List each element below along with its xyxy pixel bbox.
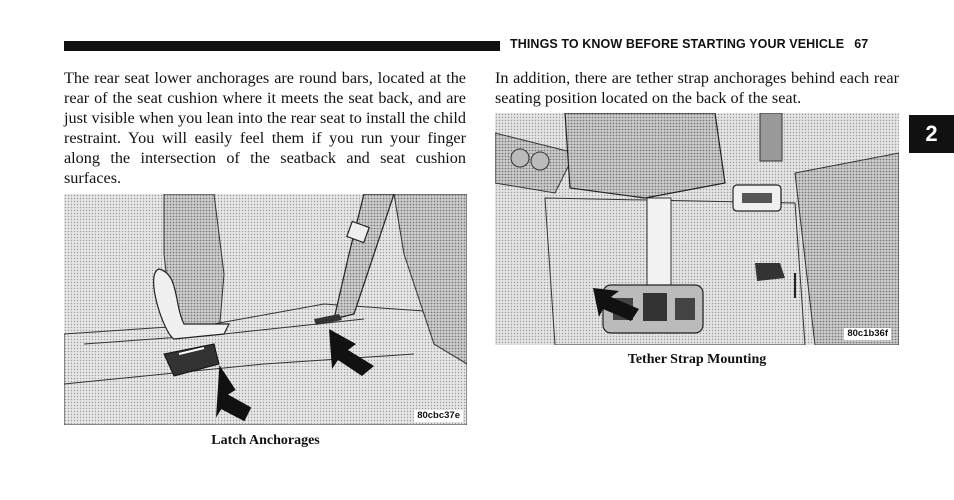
chapter-tab: 2 [909, 115, 954, 153]
tether-strap-illustration [495, 113, 899, 345]
tether-strap-figure [495, 113, 899, 345]
left-paragraph: The rear seat lower anchorages are round bars, located at the rear of the seat cushion where it meets the seat back, and are just visible when you lean into the rear seat to install the child restraint. You will easily feel them if you run your finger along the intersection of the seatback and seat cushion surfaces. [64, 69, 466, 187]
running-header [510, 37, 868, 51]
figure-caption-left: Latch Anchorages [211, 433, 320, 448]
page-number: 67 [854, 37, 869, 51]
section-title: THINGS TO KNOW BEFORE STARTING YOUR VEHICLE [510, 37, 845, 51]
header-rule [64, 41, 500, 51]
figure-code-right: 80c1b36f [844, 328, 891, 340]
right-paragraph: In addition, there are tether strap anchorages behind each rear seating position located on the back of the seat. [495, 69, 899, 107]
latch-anchorages-figure [64, 194, 467, 425]
latch-anchorages-illustration [64, 194, 467, 425]
figure-caption-right: Tether Strap Mounting [627, 352, 767, 367]
figure-code-left: 80cbc37e [414, 410, 463, 422]
